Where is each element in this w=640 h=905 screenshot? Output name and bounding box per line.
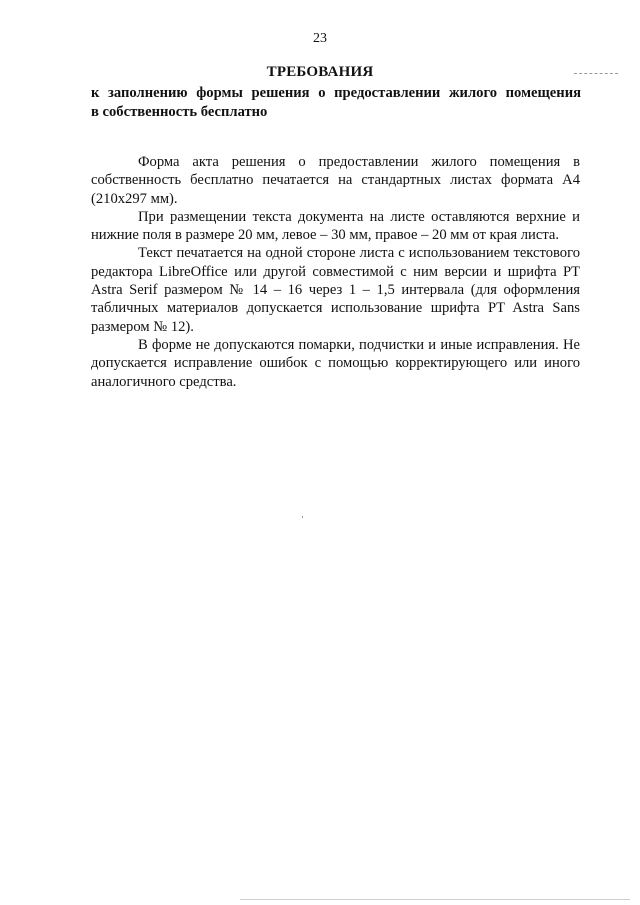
scan-artifact-edge xyxy=(240,899,630,900)
document-title: ТРЕБОВАНИЯ xyxy=(266,64,374,80)
document-subtitle xyxy=(91,84,581,122)
subtitle-line-2: в собственность бесплатно xyxy=(91,104,268,120)
paragraph-font: Текст печатается на одной стороне листа с использованием текстового редактора LibreOffice или другой совместимой с ним версии и шрифта PT Astra Serif размером № 14 – 16 через 1 – 1,5 интервала (для оформления табличных материалов допускается использование шрифта PT Astra Sans размером № 12). xyxy=(91,245,580,335)
paragraph-format: Форма акта решения о предоставлении жилого помещения в собственность бесплатно печатается на стандартных листах формата А4 (210х297 мм). xyxy=(91,154,580,207)
paragraph-corrections: В форме не допускаются помарки, подчистки и иные исправления. Не допускается исправление ошибок с помощью корректирующего или иного аналогичного средства. xyxy=(91,336,580,390)
subtitle-line-1: к заполнению формы решения о предоставлении жилого помещения xyxy=(91,85,581,101)
scan-artifact-dot xyxy=(302,516,303,518)
paragraph-margins: При размещении текста документа на листе оставляются верхние и нижние поля в размере 20 мм, левое – 30 мм, правое – 20 мм от края листа. xyxy=(91,208,580,244)
document-body xyxy=(91,153,580,391)
page-number: 23 xyxy=(313,31,327,46)
